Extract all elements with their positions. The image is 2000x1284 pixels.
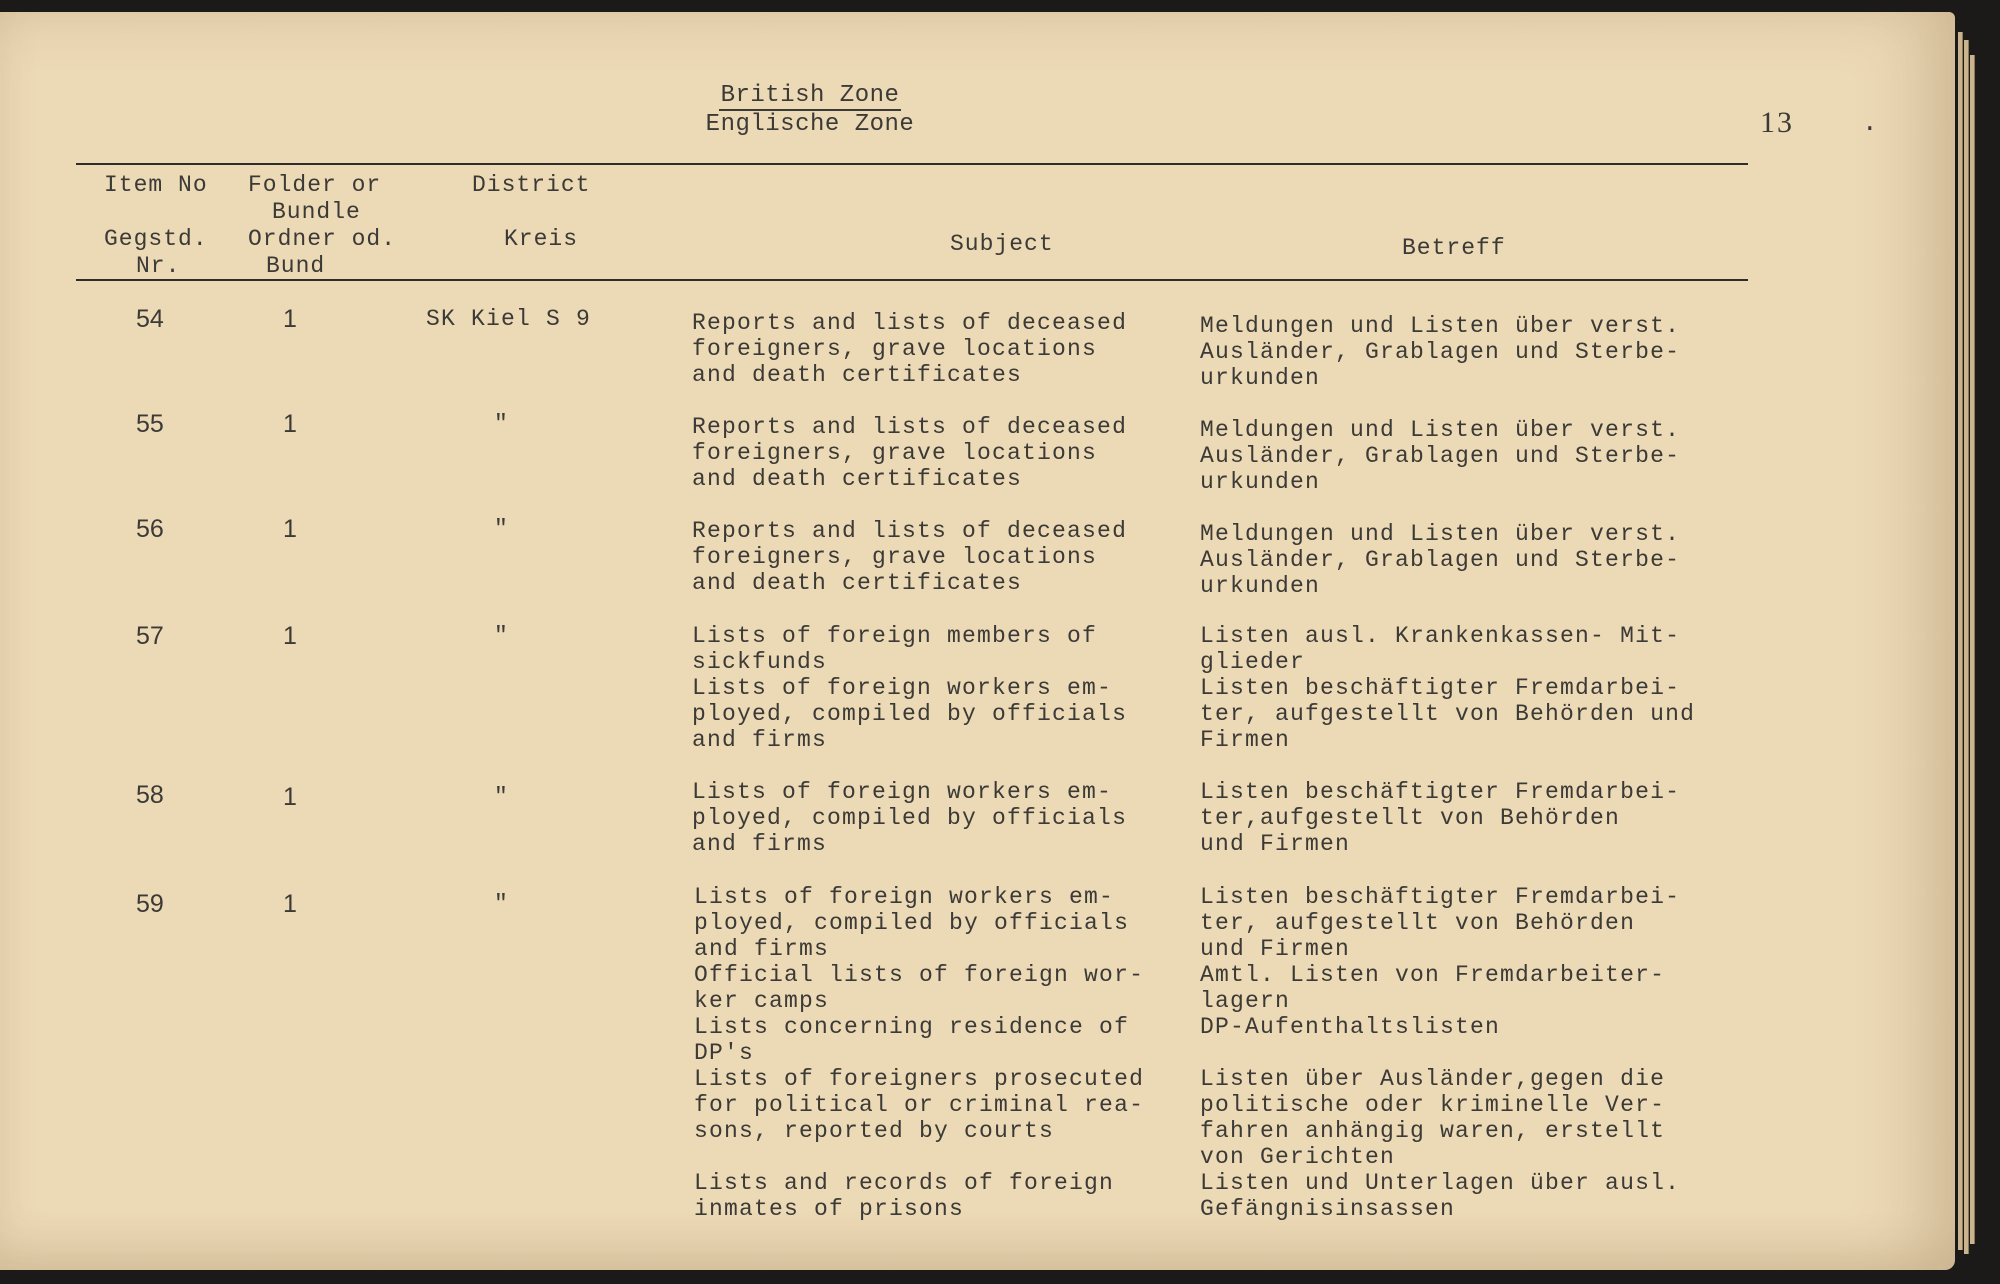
row-item-no: 59 <box>136 890 164 918</box>
row-folder: 1 <box>283 783 297 811</box>
page-mark: . <box>1862 108 1878 138</box>
col-district-en: District <box>472 172 591 198</box>
col-folder-en: Folder or <box>248 172 382 198</box>
page-edge <box>1970 55 1975 1244</box>
row-district: " <box>494 411 510 437</box>
col-betreff: Betreff <box>1402 235 1506 261</box>
row-district: SK Kiel S 9 <box>426 306 592 332</box>
row-district: " <box>494 891 510 917</box>
row-betreff: Listen beschäftigter Fremdarbei- ter, aufgestellt von Behörden und Firmen Amtl. Listen von Fremdarbeiter- lagern DP-Aufenthaltslisten Listen über Ausländer,gegen die politische oder kriminelle Ver- fahren anhängig waren, erstellt von Gerichten Listen und Unterlagen über ausl. Gefängnisinsassen <box>1200 884 1681 1222</box>
row-item-no: 54 <box>136 305 164 333</box>
row-district: " <box>494 784 510 810</box>
row-subject: Lists of foreign workers em- ployed, compiled by officials and firms <box>692 779 1128 857</box>
row-district: " <box>494 623 510 649</box>
row-subject: Reports and lists of deceased foreigners, grave locations and death certificates <box>692 414 1128 492</box>
row-betreff: Meldungen und Listen über verst. Ausländer, Grablagen und Sterbe- urkunden <box>1200 521 1681 599</box>
row-folder: 1 <box>283 410 297 438</box>
col-item-de-2: Nr. <box>136 253 181 279</box>
table-top-rule <box>76 163 1748 165</box>
row-item-no: 56 <box>136 515 164 543</box>
col-item-de: Gegstd. <box>104 226 208 252</box>
row-subject: Lists of foreign workers em- ployed, compiled by officials and firms Official lists of foreign wor- ker camps Lists concerning residence of DP's Lists of foreigners prosecuted for political or criminal rea- sons, reported by courts Lists and records of foreign inmates of prisons <box>694 884 1145 1222</box>
col-item-en: Item No <box>104 172 208 198</box>
row-folder: 1 <box>283 890 297 918</box>
row-subject: Reports and lists of deceased foreigners, grave locations and death certificates <box>692 310 1128 388</box>
row-folder: 1 <box>283 515 297 543</box>
page-edge <box>1964 40 1969 1254</box>
col-folder-de-2: Bund <box>266 253 326 279</box>
row-folder: 1 <box>283 622 297 650</box>
row-folder: 1 <box>283 305 297 333</box>
zone-header <box>650 82 970 138</box>
col-folder-de: Ordner od. <box>248 226 397 252</box>
page-edge <box>1958 32 1963 1250</box>
col-subject: Subject <box>950 231 1054 257</box>
zone-title-de: Englische Zone <box>705 111 915 138</box>
col-district-de: Kreis <box>504 226 579 252</box>
zone-title-en: British Zone <box>720 82 900 109</box>
row-item-no: 55 <box>136 410 164 438</box>
row-betreff: Meldungen und Listen über verst. Ausländer, Grablagen und Sterbe- urkunden <box>1200 417 1681 495</box>
row-district: " <box>494 516 510 542</box>
row-item-no: 57 <box>136 622 164 650</box>
row-betreff: Meldungen und Listen über verst. Ausländer, Grablagen und Sterbe- urkunden <box>1200 313 1681 391</box>
row-subject: Lists of foreign members of sickfunds Lists of foreign workers em- ployed, compiled by officials and firms <box>692 623 1128 753</box>
row-subject: Reports and lists of deceased foreigners, grave locations and death certificates <box>692 518 1128 596</box>
table-header-rule <box>76 279 1748 281</box>
row-item-no: 58 <box>136 781 164 809</box>
col-folder-en-2: Bundle <box>272 199 361 225</box>
row-betreff: Listen beschäftigter Fremdarbei- ter,aufgestellt von Behörden und Firmen <box>1200 779 1681 857</box>
page-number: 13 <box>1760 106 1794 139</box>
row-betreff: Listen ausl. Krankenkassen- Mit- glieder Listen beschäftigter Fremdarbei- ter, aufgestellt von Behörden und Firmen <box>1200 623 1696 753</box>
